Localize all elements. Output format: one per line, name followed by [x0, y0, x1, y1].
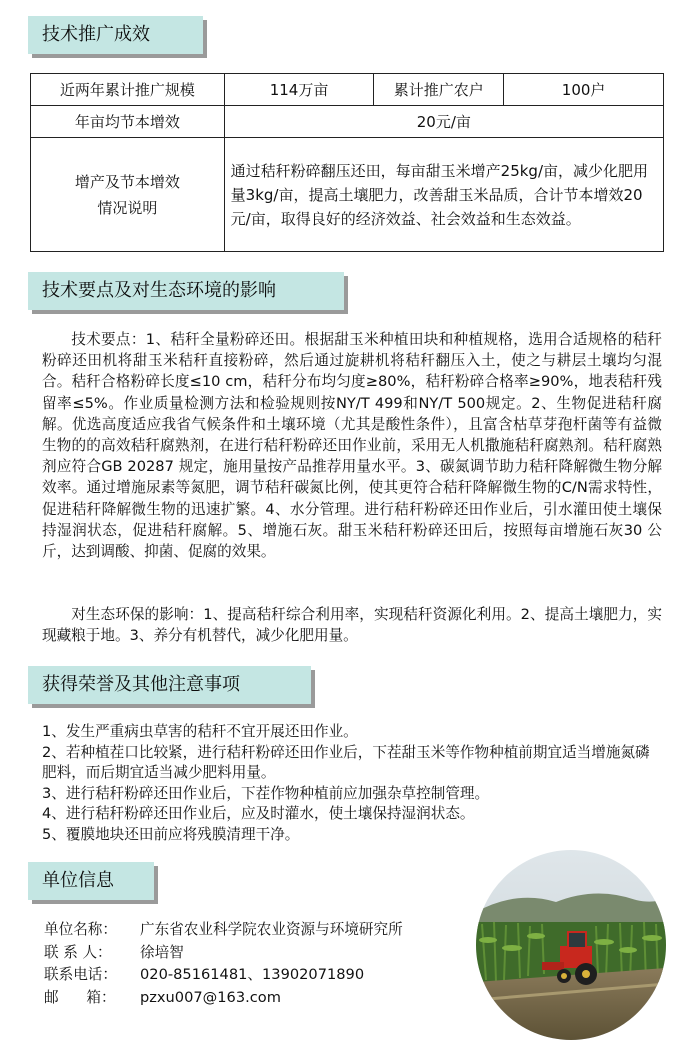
benefit-label: 年亩均节本增效	[31, 106, 225, 138]
unit-name-label: 单位名称：	[44, 921, 117, 938]
desc-label-line1: 增产及节本增效	[74, 172, 180, 191]
unit-name: 广东省农业科学院农业资源与环境研究所	[140, 921, 403, 938]
farmers-label: 累计推广农户	[374, 74, 504, 106]
contact-row	[44, 942, 403, 965]
contact-name: 徐培智	[140, 943, 184, 961]
list-item: 1、发生严重病虫草害的秸秆不宜开展还田作业。	[42, 723, 358, 740]
phone-number: 020-85161481、13902071890	[140, 966, 365, 983]
email-address: pzxu007@163.com	[140, 988, 281, 1006]
farmers-value: 100户	[504, 74, 664, 106]
list-item: 4、进行秸秆粉碎还田作业后，应及时灌水，使土壤保持湿润状态。	[42, 805, 475, 823]
email-label: 邮 箱：	[44, 988, 116, 1006]
contact-label: 联 系 人：	[44, 943, 112, 961]
section-title-promotion: 技术推广成效	[28, 16, 203, 54]
unit-name-row	[44, 919, 403, 942]
list-item: 5、覆膜地块还田前应将残膜清理干净。	[42, 825, 300, 843]
section-title-unit: 单位信息	[28, 862, 154, 900]
section-title-honors: 获得荣誉及其他注意事项	[28, 666, 311, 704]
table-row	[31, 106, 664, 138]
phone-label: 联系电话：	[44, 966, 117, 983]
tractor-field-illustration	[476, 850, 666, 1040]
tractor-field-photo	[476, 850, 666, 1040]
phone-row	[44, 964, 403, 987]
table-row	[31, 74, 664, 106]
benefit-value: 20元/亩	[224, 106, 663, 138]
tech-points-paragraph: 技术要点：1、秸秆全量粉碎还田。根据甜玉米种植田块和种植规格，选用合适规格的秸秆粉碎还田机将甜玉米秸秆直接粉碎，然后通过旋耕机将秸秆翻压入土，使之与耕层土壤均匀混合。秸秆合格粉碎长度≤10 cm，秸秆分布均匀度≥80%，秸秆粉碎合格率≥90%，地表秸秆残留率≤5%。作业质量检测方法和检验规则按NY/T 499和NY/T 500规定。2、生物促进秸秆腐解。优选高度适应我省气候条件和土壤环境（尤其是酸性条件），且富含枯草芽孢杆菌等有益微生物的的高效秸秆腐熟剂，在进行秸秆粉碎还田作业前，采用无人机撒施秸秆腐熟剂。秸秆腐熟剂应符合GB 20287 规定，施用量按产品推荐用量水平。3、碳氮调节助力秸秆降解微生物分解效率。通过增施尿素等氮肥，调节秸秆碳氮比例，使其更符合秸秆降解微生物的C/N需求特性，促进秸秆降解微生物的迅速扩繁。4、水分管理。进行秸秆粉碎还田作业后，引水灌田使土壤保持湿润状态，促进秸秆腐解。5、增施石灰。甜玉米秸秆粉碎还田后，按照每亩增施石灰30 公斤，达到调酸、抑菌、促腐的效果。	[42, 331, 662, 561]
desc-label-line2: 情况说明	[97, 198, 158, 217]
notes-list	[42, 722, 662, 846]
email-row	[44, 987, 403, 1010]
table-row	[31, 138, 664, 252]
desc-value: 通过秸秆粉碎翻压还田，每亩甜玉米增产25kg/亩，减少化肥用量3kg/亩，提高土壤肥力，改善甜玉米品质，合计节本增效20元/亩，取得良好的经济效益、社会效益和生态效益。	[224, 138, 663, 252]
eco-impact-paragraph: 对生态环保的影响：1、提高秸秆综合利用率，实现秸秆资源化利用。2、提高土壤肥力，实现藏粮于地。3、养分有机替代，减少化肥用量。	[42, 606, 662, 645]
scale-value: 114万亩	[224, 74, 374, 106]
section-title-tech: 技术要点及对生态环境的影响	[28, 272, 344, 310]
list-item: 2、若种植茬口比较紧，进行秸秆粉碎还田作业后，下茬甜玉米等作物种植前期宜适当增施氮磷肥料，而后期宜适当减少肥料用量。	[42, 743, 650, 782]
unit-info	[44, 919, 403, 1009]
scale-label: 近两年累计推广规模	[31, 74, 225, 106]
desc-label	[31, 138, 225, 252]
promotion-table	[30, 73, 664, 252]
list-item: 3、进行秸秆粉碎还田作业后，下茬作物种植前应加强杂草控制管理。	[42, 784, 490, 802]
